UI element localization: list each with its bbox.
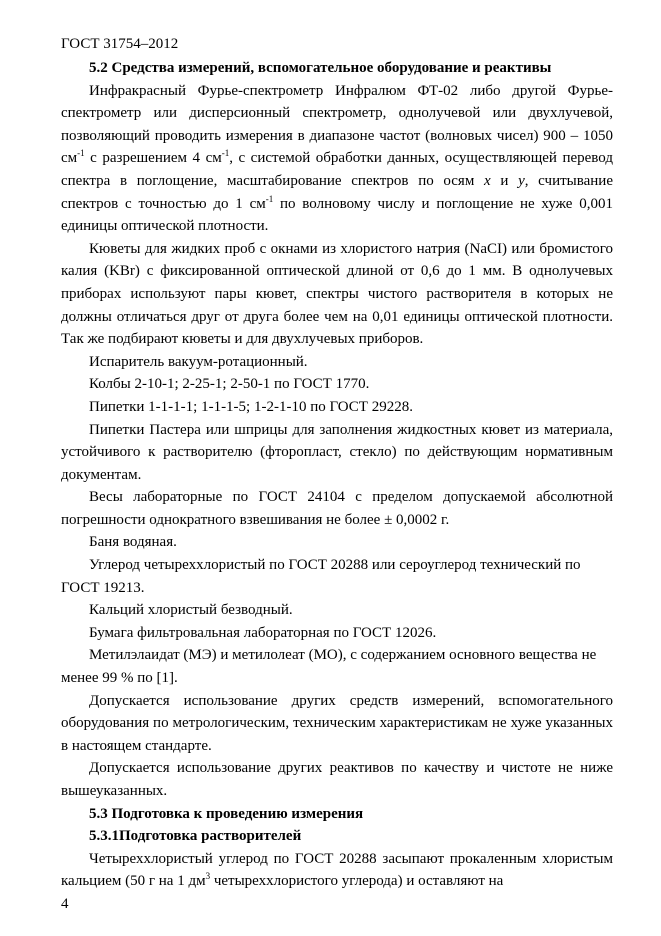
text-run: с разрешением 4 см — [84, 150, 222, 167]
paragraph-calcium-chloride: Кальций хлористый безводный. — [89, 602, 293, 619]
axis-y-variable: y — [518, 172, 525, 189]
paragraph-solvent-preparation — [61, 848, 613, 893]
paragraph-scales: Весы лабораторные по ГОСТ 24104 с пределом допускаемой абсолютной погрешности однократного взвешивания не более ± 0,0002 г. — [61, 489, 613, 528]
paragraph-pasteur-pipettes: Пипетки Пастера или шприцы для заполнения жидкостных кювет из материала, устойчивого к растворителю (фторопласт, стекло) по действующим нормативным документам. — [61, 421, 613, 483]
paragraph-methyl-esters: Метилэлаидат (МЭ) и метилолеат (МО), с содержанием основного вещества не менее 99 % по [1]. — [61, 647, 597, 687]
text-run: , считывание спектров с точностью до 1 см — [61, 172, 613, 212]
superscript: 3 — [205, 871, 211, 882]
paragraph-flasks: Колбы 2-10-1; 2-25-1; 2-50-1 по ГОСТ 1770. — [89, 376, 370, 393]
paragraph-pipettes: Пипетки 1-1-1-1; 1-1-1-5; 1-2-1-10 по ГОСТ 29228. — [89, 398, 413, 415]
paragraph-filter-paper: Бумага фильтровальная лабораторная по ГОСТ 12026. — [89, 624, 437, 641]
text-run: Инфракрасный Фурье-спектрометр Инфралюм ФТ-02 либо другой Фурье-спектрометр или дисперсионный спектрометр, однолучевой или двухлучевой, позволяющий проводить измерения в диапазоне частот (волновых чисел) 900 – 1050 см — [61, 82, 613, 167]
paragraph-spectrometer — [61, 80, 613, 238]
text-run: по волновому числу и поглощение не хуже 0,001 единицы оптической плотности. — [61, 195, 613, 235]
axis-x-variable: x — [484, 172, 491, 189]
document-header: ГОСТ 31754–2012 — [61, 36, 179, 52]
page-number: 4 — [61, 896, 69, 912]
paragraph-carbon-tetrachloride: Углерод четыреххлористый по ГОСТ 20288 или сероуглерод технический по ГОСТ 19213. — [61, 557, 581, 596]
superscript: -1 — [77, 148, 85, 159]
superscript: -1 — [265, 193, 274, 204]
subsection-heading-5-3-1: 5.3.1Подготовка растворителей — [89, 828, 302, 845]
paragraph-evaporator: Испаритель вакуум-ротационный. — [89, 353, 308, 370]
text-run: четыреххлористого углерода) и оставляют на — [210, 873, 504, 890]
section-heading-5-3: 5.3 Подготовка к проведению измерения — [89, 805, 364, 822]
text-run: и — [490, 172, 519, 189]
document-body — [61, 57, 613, 893]
paragraph-cuvettes: Кюветы для жидких проб с окнами из хлористого натрия (NaCI) или бромистого калия (KBr) с фиксированной оптической длиной от 0,6 до 1 мм. В однолучевых приборах используют пары кювет, спектры чистого растворителя в которых не должны отличаться друг от друга более чем на 0,01 единицы оптической плотности. Так же подбирают кюветы и для двухлучевых приборов. — [61, 240, 613, 348]
superscript: -1 — [221, 148, 230, 159]
text-run: Четыреххлористый углерод по ГОСТ 20288 засыпают прокаленным хлористым кальцием (50 г на 1 дм — [61, 850, 613, 890]
text-run: , с системой обработки данных, осуществляющей перевод спектра в поглощение, масштабирование спектров по осям — [61, 150, 613, 189]
paragraph-water-bath: Баня водяная. — [89, 534, 177, 551]
paragraph-other-instruments: Допускается использование других средств измерений, вспомогательного оборудования по метрологическим, техническим характеристикам не хуже указанных в настоящем стандарте. — [61, 692, 613, 754]
paragraph-other-reagents: Допускается использование других реактивов по качеству и чистоте не ниже вышеуказанных. — [61, 760, 613, 799]
section-heading-5-2: 5.2 Средства измерений, вспомогательное оборудование и реактивы — [89, 60, 552, 76]
